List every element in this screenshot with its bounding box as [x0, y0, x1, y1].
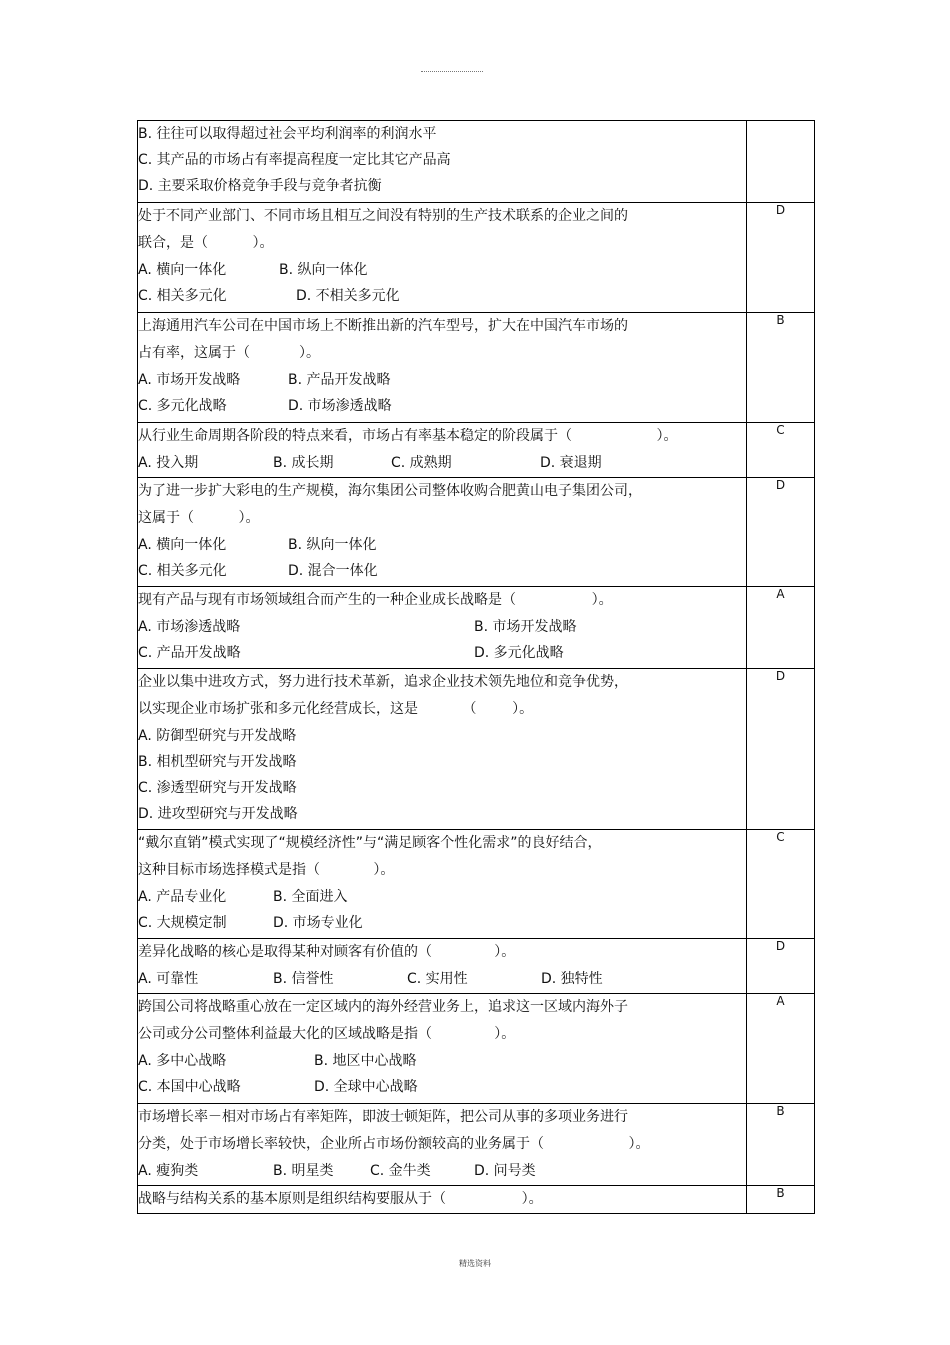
option-row	[138, 1074, 746, 1100]
question-cell	[138, 830, 747, 939]
option-text: B. 信誉性	[273, 971, 334, 987]
option-text: D. 进攻型研究与开发战略	[138, 806, 298, 822]
option-row	[138, 749, 746, 775]
option-row	[138, 532, 746, 558]
option-text: B. 成长期	[273, 455, 334, 471]
header-rule	[421, 71, 483, 72]
option-row	[138, 283, 746, 309]
option-row	[138, 966, 746, 992]
answer-cell	[747, 121, 815, 203]
question-stem-line: 以实现企业市场扩张和多元化经营成长，这是 （ ）。	[138, 701, 534, 717]
answer-cell: B	[747, 1104, 815, 1186]
option-text: D. 市场专业化	[273, 915, 363, 931]
option-text: C. 相关多元化	[138, 288, 227, 304]
question-row	[138, 1186, 815, 1214]
question-row	[138, 669, 815, 830]
question-stem-line: 联合，是（ ）。	[138, 235, 274, 251]
answer-cell: B	[747, 1186, 815, 1214]
option-text: B. 相机型研究与开发战略	[138, 754, 297, 770]
option-text: C. 金牛类	[370, 1163, 431, 1179]
question-stem-line: 差异化战略的核心是取得某种对顾客有价值的（ ）。	[138, 944, 516, 960]
question-stem-line: 战略与结构关系的基本原则是组织结构要服从于（ ）。	[138, 1191, 543, 1207]
question-cell	[138, 669, 747, 830]
option-text: A. 横向一体化	[138, 262, 227, 278]
question-stem-line: 跨国公司将战略重心放在一定区域内的海外经营业务上，追求这一区域内海外子	[138, 999, 628, 1015]
question-row	[138, 478, 815, 587]
option-row	[138, 801, 746, 827]
question-cell	[138, 121, 747, 203]
option-text: A. 市场开发战略	[138, 372, 241, 388]
option-row	[138, 910, 746, 936]
option-text: B. 产品开发战略	[288, 372, 391, 388]
question-row	[138, 1104, 815, 1186]
question-row	[138, 587, 815, 669]
option-row	[138, 367, 746, 393]
option-text: C. 渗透型研究与开发战略	[138, 780, 297, 796]
option-row	[138, 147, 746, 173]
option-row	[138, 558, 746, 584]
question-stem-line: “戴尔直销”模式实现了“规模经济性”与“满足顾客个性化需求”的良好结合，	[138, 835, 602, 851]
question-stem-line: 处于不同产业部门、不同市场且相互之间没有特别的生产技术联系的企业之间的	[138, 208, 628, 224]
option-text: A. 市场渗透战略	[138, 619, 241, 635]
option-text: A. 瘦狗类	[138, 1163, 199, 1179]
question-row	[138, 994, 815, 1104]
answer-cell: B	[747, 313, 815, 423]
answer-cell: A	[747, 994, 815, 1104]
question-stem-line: 公司或分公司整体利益最大化的区域战略是指（ ）。	[138, 1026, 516, 1042]
option-text: A. 多中心战略	[138, 1053, 227, 1069]
option-text: C. 实用性	[407, 971, 468, 987]
question-stem-line: 占有率，这属于（ ）。	[138, 345, 320, 361]
option-text: C. 大规模定制	[138, 915, 227, 931]
answer-cell: A	[747, 587, 815, 669]
option-row	[138, 121, 746, 147]
option-text: D. 全球中心战略	[314, 1079, 418, 1095]
question-cell	[138, 939, 747, 994]
question-stem-line: 从行业生命周期各阶段的特点来看，市场占有率基本稳定的阶段属于（ ）。	[138, 428, 678, 444]
question-row	[138, 423, 815, 478]
question-stem-line: 上海通用汽车公司在中国市场上不断推出新的汽车型号，扩大在中国汽车市场的	[138, 318, 628, 334]
option-text: D. 多元化战略	[474, 645, 564, 661]
question-cell	[138, 478, 747, 587]
question-stem-line: 分类，处于市场增长率较快，企业所占市场份额较高的业务属于（ ）。	[138, 1136, 650, 1152]
answer-cell: D	[747, 669, 815, 830]
question-stem-line: 现有产品与现有市场领域组合而产生的一种企业成长战略是（ ）。	[138, 592, 613, 608]
option-text: A. 横向一体化	[138, 537, 227, 553]
option-row	[138, 1048, 746, 1074]
option-row	[138, 884, 746, 910]
option-text: C. 其产品的市场占有率提高程度一定比其它产品高	[138, 152, 451, 168]
option-text: C. 产品开发战略	[138, 645, 241, 661]
answer-cell: D	[747, 203, 815, 313]
answer-cell: C	[747, 423, 815, 478]
option-text: D. 衰退期	[540, 455, 602, 471]
option-text: D. 不相关多元化	[296, 288, 400, 304]
option-text: C. 相关多元化	[138, 563, 227, 579]
option-text: A. 可靠性	[138, 971, 199, 987]
page-footer: 精选资料	[459, 1259, 491, 1268]
question-cell	[138, 423, 747, 478]
option-text: B. 全面进入	[273, 889, 348, 905]
question-row	[138, 830, 815, 939]
question-cell	[138, 203, 747, 313]
option-text: D. 混合一体化	[288, 563, 378, 579]
option-text: B. 市场开发战略	[474, 619, 577, 635]
option-text: D. 主要采取价格竞争手段与竞争者抗衡	[138, 178, 382, 194]
option-text: B. 地区中心战略	[314, 1053, 417, 1069]
option-text: A. 产品专业化	[138, 889, 227, 905]
option-text: C. 多元化战略	[138, 398, 227, 414]
question-stem-line: 为了进一步扩大彩电的生产规模，海尔集团公司整体收购合肥黄山电子集团公司，	[138, 483, 642, 499]
option-row	[138, 640, 746, 666]
question-row	[138, 313, 815, 423]
question-row	[138, 203, 815, 313]
question-table	[137, 120, 815, 1214]
question-cell	[138, 994, 747, 1104]
option-text: D. 市场渗透战略	[288, 398, 392, 414]
question-stem-line: 这属于（ ）。	[138, 510, 260, 526]
question-stem-line: 企业以集中进攻方式，努力进行技术革新，追求企业技术领先地位和竞争优势，	[138, 674, 628, 690]
option-row	[138, 393, 746, 419]
question-cell	[138, 313, 747, 423]
option-text: D. 独特性	[541, 971, 603, 987]
option-text: B. 纵向一体化	[288, 537, 377, 553]
question-cell	[138, 1104, 747, 1186]
option-text: A. 投入期	[138, 455, 199, 471]
option-row	[138, 173, 746, 199]
answer-cell: C	[747, 830, 815, 939]
answer-cell: D	[747, 939, 815, 994]
option-text: C. 成熟期	[391, 455, 452, 471]
option-row	[138, 775, 746, 801]
option-text: B. 往往可以取得超过社会平均利润率的利润水平	[138, 126, 437, 142]
option-text: D. 问号类	[474, 1163, 536, 1179]
option-row	[138, 614, 746, 640]
question-stem-line: 这种目标市场选择模式是指（ ）。	[138, 862, 395, 878]
option-text: B. 纵向一体化	[279, 262, 368, 278]
question-cell	[138, 587, 747, 669]
question-row	[138, 939, 815, 994]
question-row	[138, 121, 815, 203]
answer-cell: D	[747, 478, 815, 587]
option-row	[138, 1158, 746, 1184]
option-row	[138, 723, 746, 749]
option-row	[138, 257, 746, 283]
option-text: C. 本国中心战略	[138, 1079, 241, 1095]
option-text: A. 防御型研究与开发战略	[138, 728, 297, 744]
question-cell	[138, 1186, 747, 1214]
question-stem-line: 市场增长率－相对市场占有率矩阵，即波士顿矩阵，把公司从事的多项业务进行	[138, 1109, 628, 1125]
option-row	[138, 450, 746, 476]
option-text: B. 明星类	[273, 1163, 334, 1179]
